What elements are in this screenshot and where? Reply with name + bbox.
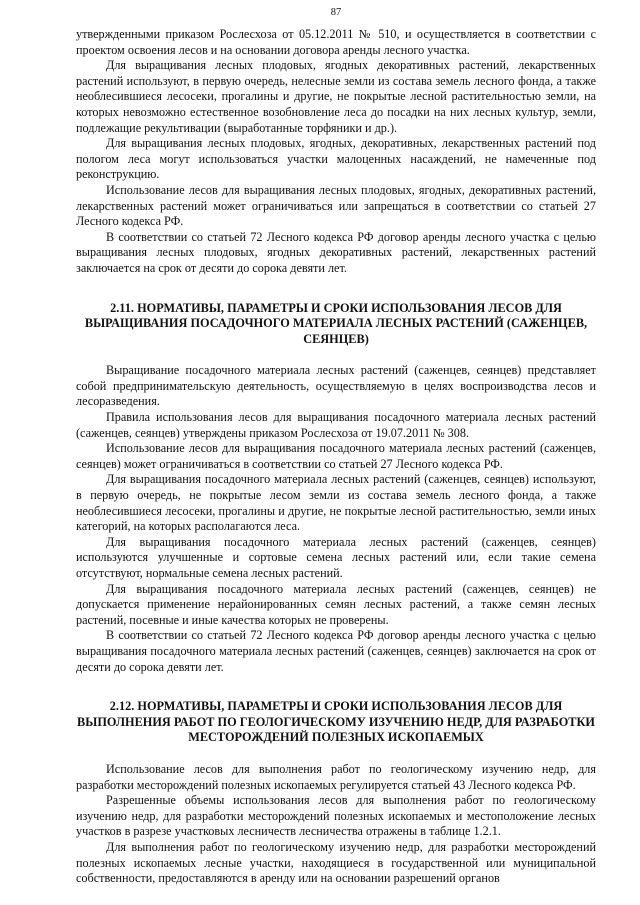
section-heading-2-12: 2.12. НОРМАТИВЫ, ПАРАМЕТРЫ И СРОКИ ИСПОЛЬЗОВАНИЯ ЛЕСОВ ДЛЯ ВЫПОЛНЕНИЯ РАБОТ ПО ГЕОЛОГИЧЕСКОМУ ИЗУЧЕНИЮ НЕДР, ДЛЯ РАЗРАБОТКИ МЕСТОРОЖДЕНИЙ ПОЛЕЗНЫХ ИСКОПАЕМЫХ [77,699,595,745]
paragraph: Выращивание посадочного материала лесных растений (саженцев, сеянцев) представляет собой предпринимательскую деятельность, осуществляемую в целях воспроизводства лесов и лесоразведения. [76,363,596,409]
paragraph: Для выращивания лесных плодовых, ягодных декоративных растений, лекарственных растений используют, в первую очередь, нелесные земли из состава земель лесного фонда, а также необлесившиеся лесосеки, прогалины и другие, не покрытые лесной растительностью земли, на которых невозможно естественное возобновление леса до посадки на них лесных культур, земли, подлежащие рекультивации (выработанные торфяники и др.). [76,58,596,135]
paragraph: Для выращивания посадочного материала лесных растений (саженцев, сеянцев) не допускается применение нерайонированных семян лесных растений, а также семян лесных растений, посевные и иные качества которых не проверены. [76,581,596,627]
paragraph: Для выращивания лесных плодовых, ягодных, декоративных, лекарственных растений под пологом леса могут использоваться участки малоценных насаждений, не намеченные под реконструкцию. [76,136,596,182]
paragraph: В соответствии со статьей 72 Лесного кодекса РФ договор аренды лесного участка с целью выращивания лесных плодовых, ягодных декоративных растений, лекарственных растений заключается на срок от десяти до сорока девяти лет. [76,229,596,275]
paragraph: Для выращивания посадочного материала лесных растений (саженцев, сеянцев) используют, в первую очередь, не покрытые лесом земли из состава земель лесного фонда, а также необлесившиеся лесосеки, прогалины и другие, не покрытые лесной растительностью, земли иных категорий, на которых располагаются леса. [76,472,596,534]
paragraph: В соответствии со статьей 72 Лесного кодекса РФ договор аренды лесного участка с целью выращивания посадочного материала лесных растений (саженцев, сеянцев) заключается на срок от десяти до сорока девяти лет. [76,628,596,674]
spacer [76,347,596,363]
paragraph: Правила использования лесов для выращивания посадочного материала лесных растений (саженцев, сеянцев) утверждены приказом Рослесхоза от 19.07.2011 № 308. [76,410,596,440]
spacer [76,675,596,699]
paragraph: Для выполнения работ по геологическому изучению недр, для разработки месторождений полезных ископаемых лесные участки, находящиеся в государственной или муниципальной собственности, предоставляются в аренду или на основании разрешений органов [76,839,596,886]
page-number: 87 [330,7,342,18]
section-heading-2-11: 2.11. НОРМАТИВЫ, ПАРАМЕТРЫ И СРОКИ ИСПОЛЬЗОВАНИЯ ЛЕСОВ ДЛЯ ВЫРАЩИВАНИЯ ПОСАДОЧНОГО МАТЕРИАЛА ЛЕСНЫХ РАСТЕНИЙ (САЖЕНЦЕВ, СЕЯНЦЕВ) [84,300,588,346]
spacer [76,277,596,301]
document-body [76,27,596,887]
paragraph: Использование лесов для выращивания посадочного материала лесных растений (саженцев, сеянцев) может ограничиваться в соответствии со статьей 27 Лесного кодекса РФ. [76,441,596,471]
paragraph: Разрешенные объемы использования лесов для выполнения работ по геологическому изучению недр, для разработки месторождений полезных ископаемых и местоположение лесных участков в разрезе участковых лесничеств лесничества отражены в таблице 1.2.1. [76,793,596,839]
paragraph: утвержденными приказом Рослесхоза от 05.12.2011 № 510, и осуществляется в соответствии с проектом освоения лесов и на основании договора аренды лесного участка. [76,27,596,57]
spacer [76,746,596,762]
paragraph: Использование лесов для выращивания лесных плодовых, ягодных, декоративных растений, лекарственных растений может ограничиваться или запрещаться в соответствии со статьей 27 Лесного кодекса РФ. [76,182,596,229]
paragraph: Для выращивания посадочного материала лесных растений (саженцев, сеянцев) используются улучшенные и сортовые семена лесных растений или, если такие семена отсутствуют, нормальные семена лесных растений. [76,534,596,580]
paragraph: Использование лесов для выполнения работ по геологическому изучению недр, для разработки месторождений полезных ископаемых регулируется статьей 43 Лесного кодекса РФ. [76,761,596,792]
